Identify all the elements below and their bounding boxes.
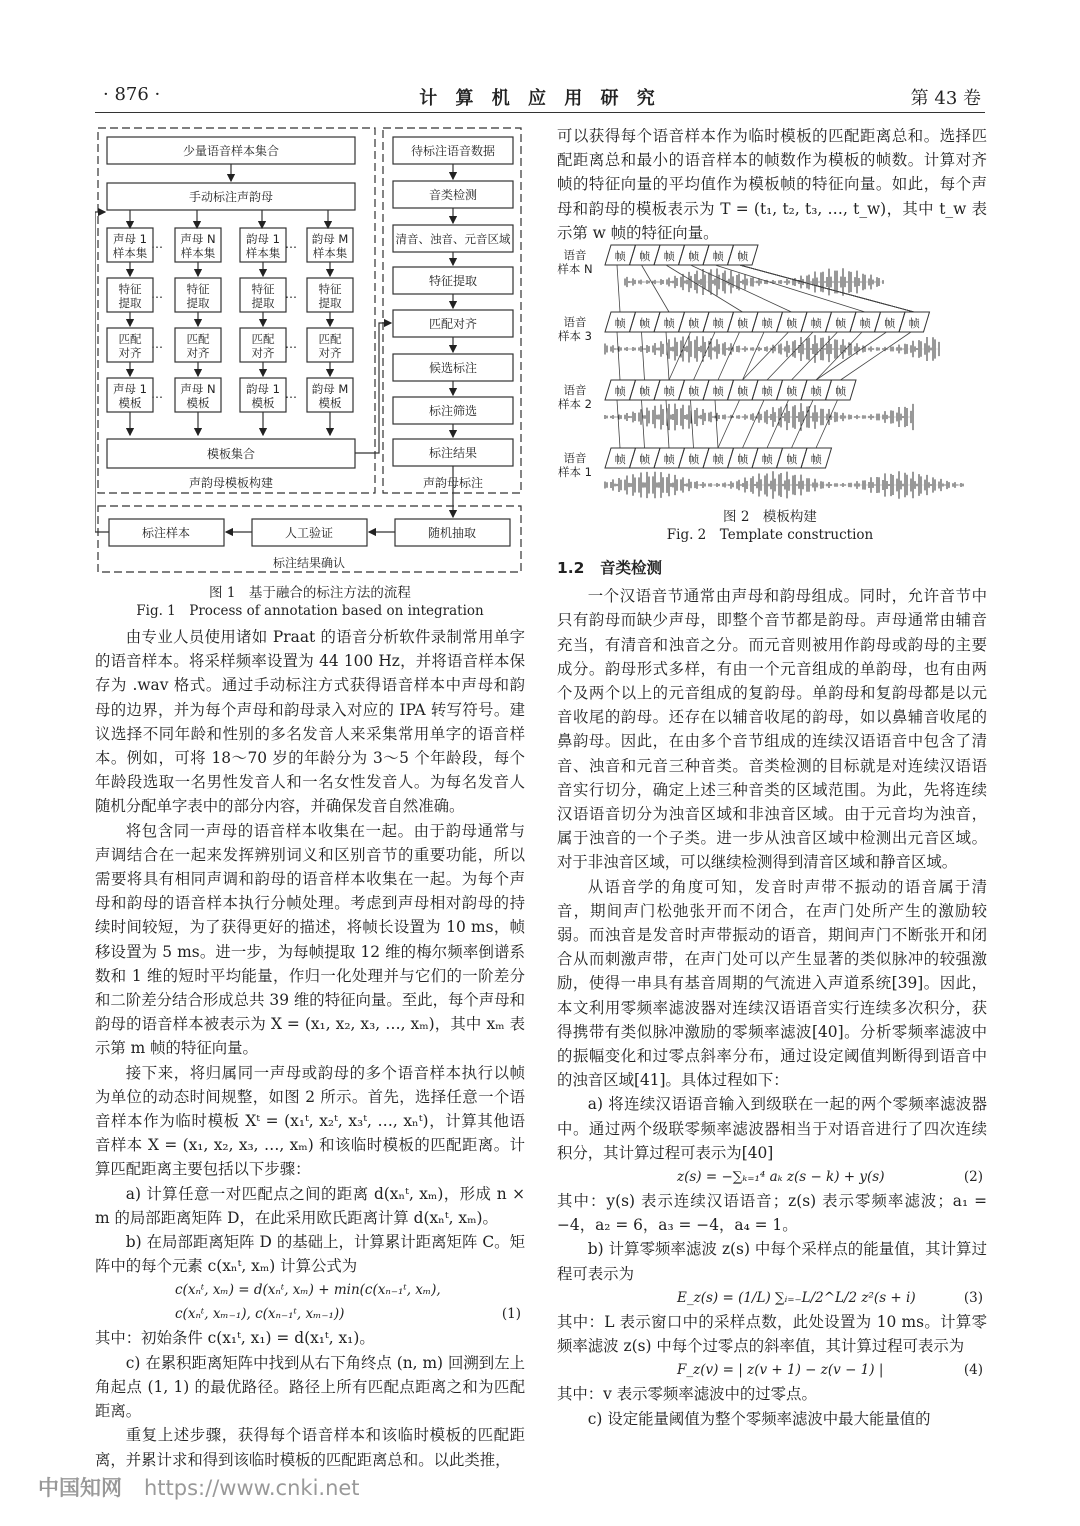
fig2-frame-label: 帧 [761,317,773,330]
equation-3: E_z(s) = (1/L) ∑ᵢ₌₋L/2^L/2 z²(s + i) (3) [677,1289,983,1306]
left-p2: 将包含同一声母的语音样本收集在一起。由于韵母通常与声调结合在一起来发挥辨别词义和区别音节的重要功能，所以需要将具有相同声调和韵母的语音样本收集在一起。为每个声母和韵母的语音样本执行分帧处理。考虑到声母相对韵母的持续时间较短，为了获得更好的描述，将帧长设置为 10 ms，帧移设置为 5 ms。进一步，为每帧提取 12 维的梅尔频率倒谱系数和 1 维的短时平均能量，作归一化处理并与它们的一阶差分和二阶差分结合形成总共 39 维的特征向量。至此，每个声母和韵母的语音样本被表示为 X = (x₁, x₂, x₃, …, xₘ)，其中 xₘ 表示第 m 帧的特征向量。 [95,821,525,1058]
fig2-frame-label: 帧 [688,453,700,466]
fig2-frame-label: 帧 [810,453,822,466]
fig2-align-line [691,400,694,448]
fig1-r2: 清音、浊音、元音区域 [395,232,511,246]
fig1-manual: 手动标注声韵母 [188,190,274,204]
fig1-ellipsis: … [285,337,297,351]
fig2-frame-label: 帧 [639,317,651,330]
fig1-b2: 随机抽取 [427,526,477,540]
fig1-cell-line1: 韵母 1 [246,382,280,396]
fig1-ellipsis: … [151,337,163,351]
flowchart [95,126,525,576]
fig2-align-line [767,332,813,380]
right-p3: 从语音学的角度可知，发音时声带不振动的语音属于清音，期间声门松弛张开而不闭合，在声门处所产生的激励较弱。而浊音是发音时声带振动的语音，期间声门不断张开和闭合从而刺激声带，在声门处可以产生显著的类似脉冲的较强激励，使得一串具有基音周期的气流进入声道系统[39]。因此，本文利用零频率滤波器对连续汉语语音实行连续多次积分，获得携带有类似脉冲激励的零频率滤波[40]。分析零频率滤波中的振幅变化和过零点斜率分布，通过设定阈值判断得到语音中的浊音区域[41]。具体过程如下： [557,877,987,1090]
fig2-frame-label: 帧 [688,385,700,398]
fig1-cell-line1: 韵母 1 [246,232,280,246]
right-p7: 其中：L 表示窗口中的采样点数，此处设置为 10 ms。计算零频率滤波 z(s) 中每个过零点的斜率值，其计算过程可表示为 [557,1312,987,1356]
fig1-cell-line1: 特征 [318,282,342,296]
fig1-cell-line1: 特征 [251,282,275,296]
fig1-ellipsis: … [285,387,297,401]
right-p4: a) 将连续汉语语音输入到级联在一起的两个零频率滤波器中。通过两个级联零频率滤波器相当于对语音进行了四次连续积分，其计算过程可表示为[40] [557,1095,987,1162]
fig2-frame-label: 帧 [712,250,724,263]
fig2-align-line [669,332,691,380]
equation-2: z(s) = −∑ₖ₌₁⁴ aₖ z(s − k) + y(s) (2) [677,1169,983,1186]
fig2-waveform [625,268,883,296]
fig1-cell-line1: 匹配 [118,332,142,346]
fig1-cell-line1: 韵母 M [311,232,349,246]
fig2-align-line [767,400,789,448]
fig1-cell-line1: 声母 1 [113,232,147,246]
left-p4: a) 计算任意一对匹配点之间的距离 d(xₙᵗ, xₘ)，形成 n × m 的局部距离矩阵 D，在此采用欧氏距离计算 d(xₙᵗ, xₘ)。 [95,1184,525,1227]
fig2-frame-label: 帧 [761,385,773,398]
volume-label: 第 43 卷 [910,88,981,109]
journal-title: 计 算 机 应 用 研 究 [419,88,661,109]
running-header [95,84,985,110]
fig2-align-line [642,265,670,312]
fig1-cell-line1: 匹配 [186,332,210,346]
figure-2 [555,240,985,510]
fig2-frame-label: 帧 [884,317,896,330]
fig1-r1: 音类检测 [428,188,478,202]
fig1-r4: 匹配对齐 [428,317,478,331]
fig2-align-line [691,265,792,312]
fig1-r5: 候选标注 [428,361,478,375]
fig1-ellipsis: … [285,237,297,251]
right-column [557,552,987,1431]
fig2-align-line [740,265,915,312]
fig2-row-label: 样本 3 [558,329,592,343]
fig2-align-line [642,400,645,448]
right-p5: 其中：y(s) 表示连续汉语语音；z(s) 表示零频率滤波；a₁ = −4，a₂ = 6，a₃ = −4，a₄ = 1。 [557,1192,987,1235]
fig2-frame-label: 帧 [835,317,847,330]
fig2-frame-label: 帧 [663,250,675,263]
fig2-frame-label: 帧 [737,250,749,263]
fig1-cell-line2: 对齐 [118,346,142,360]
fig1-cell-line2: 模板 [186,396,210,410]
fig2-row-label: 样本 1 [558,465,592,479]
fig2-frame-label: 帧 [737,453,749,466]
fig2-frame-label: 帧 [810,385,822,398]
left-p5: b) 在局部距离矩阵 D 的基础上，计算累计距离矩阵 C。矩阵中的每个元素 c(xₙᵗ, xₘ) 计算公式为 [95,1233,525,1276]
section-heading: 1.2 音类检测 [557,559,662,577]
fig1-ellipsis: … [151,287,163,301]
fig1-r7: 标注结果 [428,446,478,460]
fig2-frame-label: 帧 [614,250,626,263]
fig1-ellipsis: … [285,287,297,301]
fig2-row-label: 语音 [563,315,587,329]
fig2-frame-label: 帧 [688,317,700,330]
fig1-cell-line2: 提取 [118,296,142,310]
fig1-bottom-label: 标注结果确认 [272,556,346,570]
fig2-frame-label: 帧 [688,250,700,263]
fig1-caption-cn: 图 1 基于融合的标注方法的流程 [209,585,411,601]
fig2-row-label: 语音 [563,383,587,397]
fig1-cell-line2: 模板 [251,396,275,410]
fig2-frame-label: 帧 [663,385,675,398]
fig1-cell-line2: 对齐 [186,346,210,360]
fig2-align-line [617,332,620,380]
right-p1: 可以获得每个语音样本作为临时模板的匹配距离总和。选择匹配距离总和最小的语音样本的帧数作为模板的帧数。计算对齐帧的特征向量的平均值作为模板帧的特征向量。如此，每个声母和韵母的模板表示为 T = (t₁, t₂, t₃, …, t_w)，其中 t_w 表示第 w 帧的特征向量。 [557,127,987,242]
fig1-cell-line1: 韵母 M [311,382,349,396]
fig2-row-label: 样本 N [557,262,593,276]
left-p8: 重复上述步骤，获得每个语音样本和该临时模板的匹配距离，并累计求和得到该临时模板的匹配距离总和。以此类推， [95,1426,525,1469]
fig1-cell-line2: 提取 [251,296,275,310]
fig2-align-line [718,332,740,380]
left-p1: 由专业人员使用诸如 Praat 的语音分析软件录制常用单字的语音样本。将采样频率设置为 44 100 Hz，并将语音样本保存为 .wav 格式。通过手动标注方式获得语音样本中声母和韵母的边界，并为每个声母和韵母录入对应的 IPA 转写符号。建议选择不同年龄和性别的多名发音人来采集常用单字的语音样本。例如，可将 18～70 岁的年龄分为 3～5 个年龄段，每个年龄段选取一名男性发音人和一名女性发音人。为每名发音人随机分配单字表中的部分内容，并确保发音自然准确。 [95,628,525,816]
fig2-frame-label: 帧 [908,317,920,330]
fig1-cell-line2: 样本集 [180,246,216,260]
figure-1 [95,126,525,619]
fig1-cell-line2: 样本集 [112,246,148,260]
fig1-cell-line2: 样本集 [312,246,348,260]
fig2-frame-label: 帧 [614,317,626,330]
fig1-right-label: 声韵母标注 [422,476,484,490]
watermark-url: https://www.cnki.net [144,1476,360,1500]
left-column [95,625,525,1472]
fig1-b1: 人工验证 [284,526,334,540]
fig1-cell-line1: 匹配 [251,332,275,346]
fig2-align-line [642,332,645,380]
fig2-align-line [816,400,838,448]
watermark [38,1472,360,1502]
right-p2: 一个汉语音节通常由声母和韵母组成。同时，允许音节中只有韵母而缺少声母，即整个音节都是韵母。声母通常由辅音充当，有清音和浊音之分。而元音则被用作韵母或韵母的主要成分。韵母形式多样，有由一个元音组成的单韵母，也有由两个及两个以上的元音组成的复韵母。单韵母和复韵母都是以元音收尾的韵母。还存在以辅音收尾的韵母，如以鼻辅音收尾的鼻韵母。因此，在由多个音节组成的连续汉语语音中包含了清音、浊音和元音三种音类。音类检测的目标就是对连续汉语语音实行切分，确定上述三种音类的区域范围。为此，先将连续汉语语音切分为浊音区域和非浊音区域。由于元音均为浊音，属于浊音的一个子类。进一步从浊音区域中检测出元音区域。对于非浊音区域，可以继续检测得到清音区域和静音区域。 [557,587,987,872]
fig1-cell-line2: 提取 [186,296,210,310]
fig1-r3: 特征提取 [428,274,478,288]
fig1-cell-line1: 特征 [186,282,210,296]
fig1-cell-line2: 对齐 [318,346,342,360]
left-p6: 其中：初始条件 c(x₁ᵗ, x₁) = d(x₁ᵗ, x₁)。 [95,1329,375,1348]
fig2-frame-label: 帧 [663,317,675,330]
fig1-cell-line1: 特征 [118,282,142,296]
watermark-brand: 中国知网 [38,1476,122,1500]
fig1-cell-line2: 对齐 [251,346,275,360]
fig1-caption-en: Fig. 1 Process of annotation based on integration [136,603,484,619]
fig2-align-line [743,332,789,380]
equation-1b: c(xₙᵗ, xₘ₋₁), c(xₙ₋₁ᵗ, xₘ₋₁)) (1) [175,1306,521,1323]
equation-1a: c(xₙᵗ, xₘ) = d(xₙᵗ, xₘ) + min(c(xₙ₋₁ᵗ, xₘ), [175,1282,441,1299]
fig2-row-label: 语音 [563,248,587,262]
fig1-cell-line1: 声母 1 [113,382,147,396]
fig2-align-line [743,332,765,380]
fig2-align-line [718,400,740,448]
fig2-frame-label: 帧 [810,317,822,330]
page-number: · 876 · [103,84,161,105]
fig1-left-label: 声韵母模板构建 [188,476,274,490]
equation-4: F_z(v) = | z(v + 1) − z(v − 1) | (4) [677,1362,983,1379]
fig2-frame-label: 帧 [761,453,773,466]
fig2-frame-label: 帧 [639,453,651,466]
fig1-samples: 少量语音样本集合 [182,144,280,158]
fig2-frame-label: 帧 [859,317,871,330]
fig2-frame-label: 帧 [614,385,626,398]
fig1-cell-line2: 提取 [318,296,342,310]
fig2-frame-label: 帧 [737,385,749,398]
fig1-cell-line2: 模板 [118,396,142,410]
fig2-frame-label: 帧 [712,385,724,398]
fig2-frame-label: 帧 [712,453,724,466]
fig2-row-label: 样本 2 [558,397,592,411]
right-p8: 其中：v 表示零频率滤波中的过零点。 [557,1385,817,1404]
fig2-align-line [715,400,718,448]
fig2-frame-label: 帧 [712,317,724,330]
fig2-frame-label: 帧 [786,453,798,466]
left-p3: 接下来，将归属同一声母或韵母的多个语音样本执行以帧为单位的动态时间规整，如图 2 所示。首先，选择任意一个语音样本作为临时模板 Xᵗ = (x₁ᵗ, x₂ᵗ, x₃ᵗ, …, xₙᵗ)，计算其他语音样本 X = (x₁, x₂, x₃, …, xₘ) 和该临时模板的匹配距离。计算匹配距离主要包括以下步骤： [95,1063,525,1179]
right-column-top [557,124,987,245]
fig1-cell-line2: 模板 [318,396,342,410]
fig2-frame-label: 帧 [639,385,651,398]
fig1-b0: 标注样本 [141,526,191,540]
fig2-frame-label: 帧 [614,453,626,466]
header-rule [95,112,985,113]
fig2-frame-label: 帧 [786,385,798,398]
left-p7: c) 在累积距离矩阵中找到从右下角终点 (n, m) 回溯到左上角起点 (1, 1) 的最优路径。路径上所有匹配点距离之和为匹配距离。 [95,1353,525,1421]
fig1-r0: 待标注语音数据 [410,144,496,158]
template-diagram [555,240,985,510]
fig1-ellipsis: … [151,387,163,401]
fig2-align-line [617,400,620,448]
fig2-align-line [617,265,620,312]
fig2-row-label: 语音 [563,451,587,465]
fig1-cell-line1: 声母 N [180,382,216,396]
fig1-cell-line2: 样本集 [245,246,281,260]
fig1-r6: 标注筛选 [428,404,478,418]
right-p9: c) 设定能量阈值为整个零频率滤波中最大能量值的 [587,1409,931,1428]
fig2-frame-label: 帧 [786,317,798,330]
fig2-caption-cn: 图 2 模板构建 [723,509,817,525]
fig2-frame-label: 帧 [737,317,749,330]
fig1-cell-line1: 声母 N [180,232,216,246]
right-p6: b) 计算零频率滤波 z(s) 中每个采样点的能量值，其计算过程可表示为 [557,1240,987,1283]
fig1-ellipsis: … [151,237,163,251]
fig1-tplset: 模板集合 [206,447,256,461]
fig2-frame-label: 帧 [835,385,847,398]
fig2-align-line [743,400,765,448]
fig1-cell-line1: 匹配 [318,332,342,346]
fig2-caption-en: Fig. 2 Template construction [666,527,874,543]
fig2-frame-label: 帧 [663,453,675,466]
fig2-waveform [605,471,963,499]
fig2-waveform [605,403,913,431]
fig2-frame-label: 帧 [639,250,651,263]
